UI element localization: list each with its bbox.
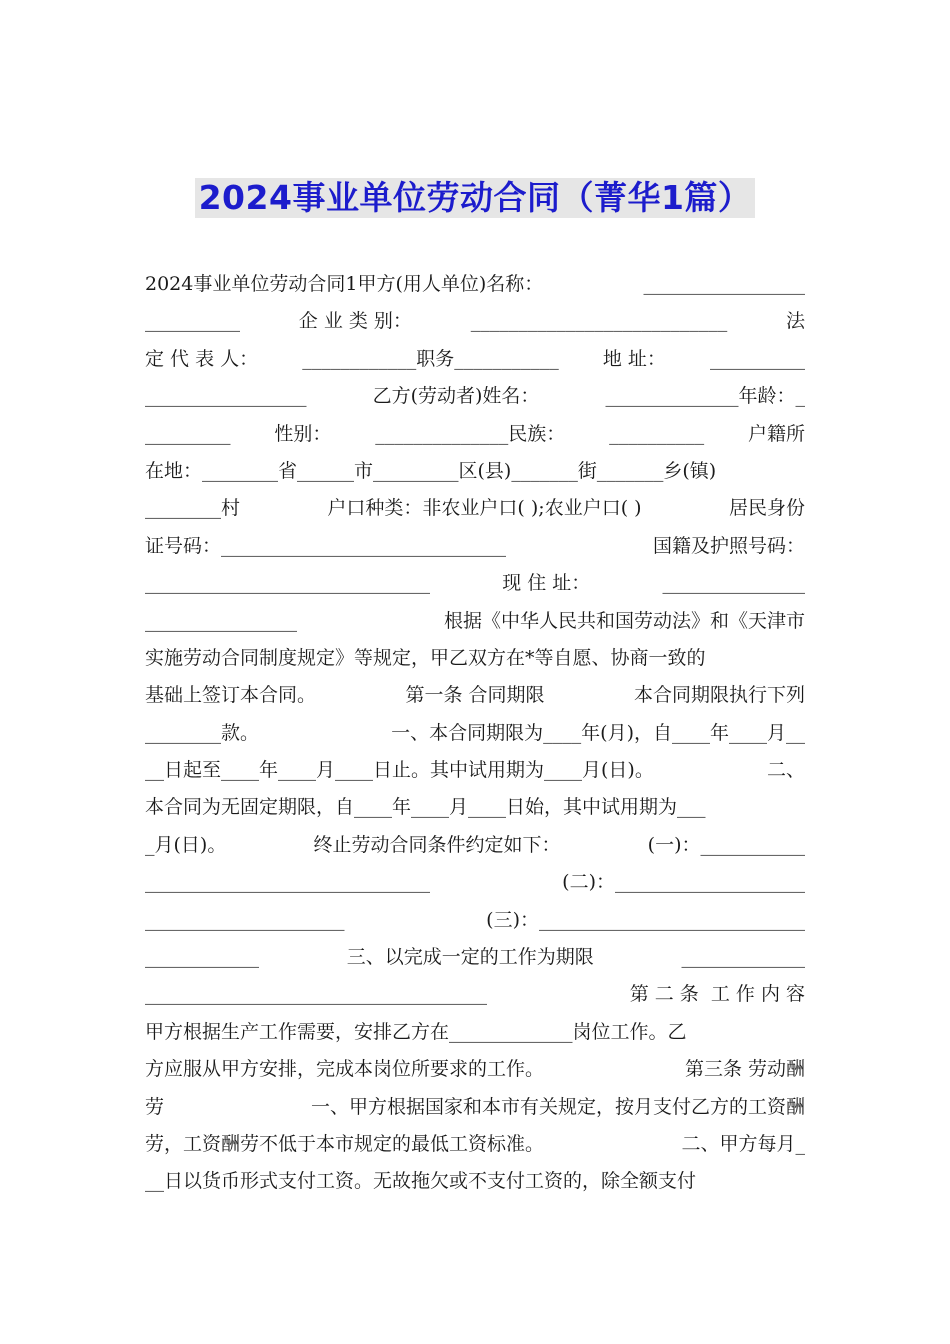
body-text-segment: 本合同期限执行下列 bbox=[633, 684, 805, 707]
body-text-segment: (一)：___________ bbox=[647, 833, 805, 856]
body-text-segment: ________村 bbox=[145, 497, 241, 520]
body-line bbox=[145, 752, 805, 789]
body-text-segment: 户口种类：非农业户口( );农业户口( ) bbox=[327, 497, 642, 520]
body-text-segment: 终止劳动合同条件约定如下： bbox=[313, 833, 561, 856]
body-text-segment: 地 址： bbox=[602, 347, 666, 370]
body-text-segment: __________ bbox=[145, 310, 240, 333]
body-text-segment: (二)：____________________ bbox=[562, 871, 805, 894]
body-line bbox=[145, 864, 805, 901]
body-text-segment: 证号码：______________________________ bbox=[145, 534, 507, 557]
body-line bbox=[145, 1014, 805, 1051]
body-text-segment: 基础上签订本合同。 bbox=[145, 684, 317, 707]
body-text-segment: _______________ bbox=[662, 572, 805, 595]
body-line bbox=[145, 266, 805, 303]
document-title: 2024事业单位劳动合同（菁华1篇） bbox=[195, 178, 756, 218]
body-text-segment: 方应服从甲方安排，完成本岗位所要求的工作。 bbox=[145, 1058, 545, 1081]
body-text-segment: ______________________________ bbox=[145, 871, 430, 894]
body-text-segment: 第一条 合同期限 bbox=[405, 684, 545, 707]
title-block bbox=[0, 178, 950, 218]
body-text-segment: ___________________________ bbox=[470, 310, 728, 333]
body-text-segment: 劳，工资酬劳不低于本市规定的最低工资标准。 bbox=[145, 1132, 545, 1155]
body-text-segment: 在地：________省______市_________区(县)_______街_______乡(镇) bbox=[145, 459, 717, 482]
body-text-segment: 性别： bbox=[274, 422, 332, 445]
body-text-segment: _____________ bbox=[681, 946, 805, 969]
body-text-segment: 乙方(劳动者)姓名： bbox=[372, 385, 540, 408]
body-text-segment: _________ bbox=[145, 422, 231, 445]
body-text-segment: 二、 bbox=[766, 759, 805, 782]
body-line bbox=[145, 603, 805, 640]
body-text-segment: ________款。 bbox=[145, 721, 260, 744]
body-line bbox=[145, 976, 805, 1013]
body-line bbox=[145, 416, 805, 453]
body-text-segment: _月(日)。 bbox=[145, 833, 227, 856]
body-line bbox=[145, 341, 805, 378]
body-text-segment: _____________________ bbox=[145, 908, 345, 931]
body-text-segment: ______________年龄：_ bbox=[605, 385, 805, 408]
body-text-segment: ____________ bbox=[145, 946, 259, 969]
body-line bbox=[145, 1126, 805, 1163]
body-line bbox=[145, 1163, 805, 1200]
body-text-segment: 根据《中华人民共和国劳动法》和《天津市 bbox=[443, 609, 805, 632]
body-line bbox=[145, 490, 805, 527]
body-line bbox=[145, 902, 805, 939]
body-text-segment: _________________ bbox=[643, 273, 805, 295]
body-line bbox=[145, 565, 805, 602]
body-text-segment: _________________ bbox=[145, 385, 307, 408]
body-text-segment: (三)：____________________________ bbox=[486, 908, 805, 931]
body-text-segment: __日起至____年____月____日止。其中试用期为____月(日)。 bbox=[145, 759, 654, 782]
body-line bbox=[145, 640, 805, 677]
body-text-segment: 一、甲方根据国家和本市有关规定，按月支付乙方的工资酬 bbox=[310, 1095, 805, 1118]
body-line bbox=[145, 453, 805, 490]
body-text-segment: 现 住 址： bbox=[502, 572, 591, 595]
body-text-segment: __日以货币形式支付工资。无故拖欠或不支付工资的，除全额支付 bbox=[145, 1170, 697, 1193]
body-text-segment: __________ bbox=[609, 422, 705, 445]
body-line bbox=[145, 303, 805, 340]
body-line bbox=[145, 528, 805, 565]
body-text-segment: 二、甲方每月_ bbox=[681, 1132, 805, 1155]
body-text-segment: 实施劳动合同制度规定》等规定，甲乙双方在*等自愿、协商一致的 bbox=[145, 646, 706, 669]
body-line bbox=[145, 715, 805, 752]
body-text-segment: 企 业 类 别： bbox=[298, 310, 412, 333]
body-text-segment: 国籍及护照号码： bbox=[652, 534, 805, 557]
body-line bbox=[145, 789, 805, 826]
body-line bbox=[145, 827, 805, 864]
body-text-segment: 劳 bbox=[145, 1095, 165, 1118]
body-text-segment: __________ bbox=[709, 347, 805, 370]
body-text-segment: ______________________________ bbox=[145, 572, 430, 595]
body-text-segment: 甲方根据生产工作需要，安排乙方在_____________岗位工作。乙 bbox=[145, 1020, 687, 1043]
body-text-segment: 三、以完成一定的工作为期限 bbox=[346, 946, 594, 969]
body-text-segment: ______________民族： bbox=[375, 422, 566, 445]
body-line bbox=[145, 939, 805, 976]
body-text-segment: ____________________________________ bbox=[145, 983, 487, 1006]
body-line bbox=[145, 677, 805, 714]
body-text-segment: 一、本合同期限为____年(月)，自____年____月__ bbox=[391, 721, 805, 744]
body-text-segment: 2024事业单位劳动合同1甲方(用人单位)名称： bbox=[145, 273, 544, 295]
body-text-segment: ________________ bbox=[145, 609, 297, 632]
document-body bbox=[145, 266, 805, 1201]
body-text-segment: ____________职务___________ bbox=[302, 347, 559, 370]
body-text-segment: 本合同为无固定期限，自____年____月____日始，其中试用期为___ bbox=[145, 796, 706, 819]
body-line bbox=[145, 378, 805, 415]
body-text-segment: 法 bbox=[785, 310, 805, 333]
body-text-segment: 户籍所 bbox=[747, 422, 805, 445]
body-text-segment: 定 代 表 人： bbox=[145, 347, 259, 370]
body-line bbox=[145, 1051, 805, 1088]
body-text-segment: 居民身份 bbox=[728, 497, 805, 520]
body-line bbox=[145, 1089, 805, 1126]
body-text-segment: 第三条 劳动酬 bbox=[684, 1058, 805, 1081]
body-text-segment: 第 二 条 工 作 内 容 bbox=[629, 983, 805, 1006]
